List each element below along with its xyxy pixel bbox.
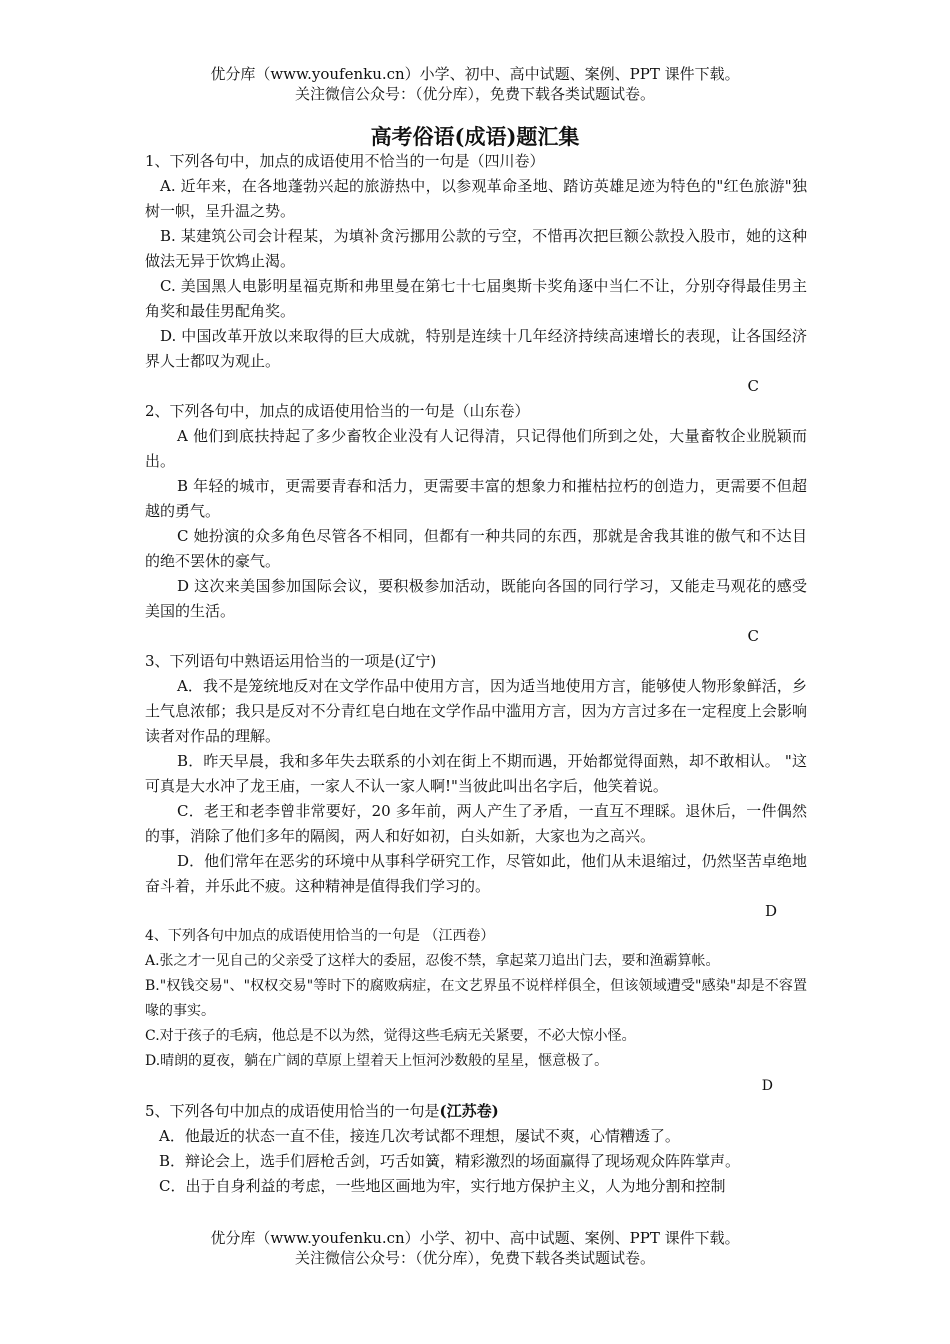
- question-4-answer: D: [761, 1078, 773, 1094]
- question-2-option-d: D 这次来美国参加国际会议，要积极参加活动，既能向各国的同行学习，又能走马观花的感受美国的生活。: [145, 577, 807, 620]
- question-3-option-c: C．老王和老李曾非常要好，20 多年前，两人产生了矛盾，一直互不理睬。退休后，一件偶然的事，消除了他们多年的隔阂，两人和好如初，白头如新，大家也为之高兴。: [145, 802, 807, 845]
- header-line-1: 优分库（www.youfenku.cn）小学、初中、高中试题、案例、PPT 课件下载。: [210, 65, 740, 83]
- question-5-stem-text: 5、下列各句中加点的成语使用恰当的一句是: [145, 1102, 440, 1120]
- question-4-option-c: C.对于孩子的毛病，他总是不以为然，觉得这些毛病无关紧要，不必大惊小怪。: [145, 1028, 636, 1044]
- question-1-option-b: B. 某建筑公司会计程某，为填补贪污挪用公款的亏空，不惜再次把巨额公款投入股市，她的这种做法无异于饮鸩止渴。: [145, 227, 807, 270]
- question-2-option-c: C 她扮演的众多角色尽管各不相同，但都有一种共同的东西，那就是舍我其谁的傲气和不达目的绝不罢休的豪气。: [145, 527, 807, 570]
- page-footer: [0, 1228, 950, 1268]
- question-3-stem: 3、下列语句中熟语运用恰当的一项是(辽宁): [145, 652, 437, 670]
- footer-line-2: 关注微信公众号：（优分库），免费下载各类试题试卷。: [294, 1249, 655, 1267]
- page-header: [0, 64, 950, 104]
- question-4-stem: 4、下列各句中加点的成语使用恰当的一句是 （江西卷）: [145, 928, 495, 944]
- question-2-answer: C: [747, 627, 759, 645]
- question-3-option-d: D．他们常年在恶劣的环境中从事科学研究工作，尽管如此，他们从未退缩过，仍然坚苦卓绝地奋斗着，并乐此不疲。这种精神是值得我们学习的。: [145, 852, 807, 895]
- question-2-stem: 2、下列各句中，加点的成语使用恰当的一句是（山东卷）: [145, 402, 530, 420]
- page-title: 高考俗语(成语)题汇集: [370, 124, 580, 149]
- question-3-option-a: A．我不是笼统地反对在文学作品中使用方言，因为适当地使用方言，能够使人物形象鲜活，乡土气息浓郁；我只是反对不分青红皂白地在文学作品中滥用方言，因为方言过多在一定程度上会影响读者对作品的理解。: [145, 677, 807, 745]
- document-body: [145, 149, 807, 1199]
- question-5-source: (江苏卷): [439, 1102, 499, 1120]
- question-2-option-a: A 他们到底扶持起了多少畜牧企业没有人记得清，只记得他们所到之处，大量畜牧企业脱颖而出。: [145, 427, 807, 470]
- question-1-option-d: D. 中国改革开放以来取得的巨大成就，特别是连续十几年经济持续高速增长的表现，让各国经济界人士都叹为观止。: [145, 327, 807, 370]
- header-line-2: 关注微信公众号：（优分库），免费下载各类试题试卷。: [294, 85, 655, 103]
- question-1-answer: C: [747, 377, 759, 395]
- question-1-stem: 1、下列各句中，加点的成语使用不恰当的一句是（四川卷）: [145, 152, 545, 170]
- question-5-option-a: A．他最近的状态一直不佳，接连几次考试都不理想，屡试不爽，心情糟透了。: [159, 1127, 680, 1145]
- question-5-option-b: B．辩论会上，选手们唇枪舌剑，巧舌如簧，精彩激烈的场面赢得了现场观众阵阵掌声。: [159, 1152, 741, 1170]
- footer-line-1: 优分库（www.youfenku.cn）小学、初中、高中试题、案例、PPT 课件下载。: [210, 1229, 740, 1247]
- question-1-option-c: C. 美国黑人电影明星福克斯和弗里曼在第七十七届奥斯卡奖角逐中当仁不让，分别夺得最佳男主角奖和最佳男配角奖。: [145, 277, 807, 320]
- question-3-option-b: B．昨天早晨，我和多年失去联系的小刘在街上不期而遇，开始都觉得面熟，却不敢相认。 "这可真是大水冲了龙王庙，一家人不认一家人啊!"当彼此叫出名字后，他笑着说。: [145, 752, 807, 795]
- question-4-option-d: D.晴朗的夏夜，躺在广阔的草原上望着天上恒河沙数般的星星，惬意极了。: [145, 1053, 609, 1069]
- question-4-option-b: B."权钱交易"、"权权交易"等时下的腐败病症，在文艺界虽不说样样俱全，但该领域遭受"感染"却是不容置喙的事实。: [145, 978, 807, 1019]
- question-5-stem: [145, 1099, 807, 1124]
- question-4-option-a: A.张之才一见自己的父亲受了这样大的委屈，忍俊不禁，拿起菜刀追出门去，要和渔霸算帐。: [145, 953, 720, 969]
- question-2-option-b: B 年轻的城市，更需要青春和活力，更需要丰富的想象力和摧枯拉朽的创造力，更需要不但超越的勇气。: [145, 477, 807, 520]
- question-3-answer: D: [764, 902, 777, 920]
- question-5-option-c: C．出于自身利益的考虑，一些地区画地为牢，实行地方保护主义，人为地分割和控制: [159, 1177, 726, 1195]
- question-1-option-a: A. 近年来，在各地蓬勃兴起的旅游热中，以参观革命圣地、踏访英雄足迹为特色的"红色旅游"独树一帜，呈升温之势。: [145, 177, 807, 220]
